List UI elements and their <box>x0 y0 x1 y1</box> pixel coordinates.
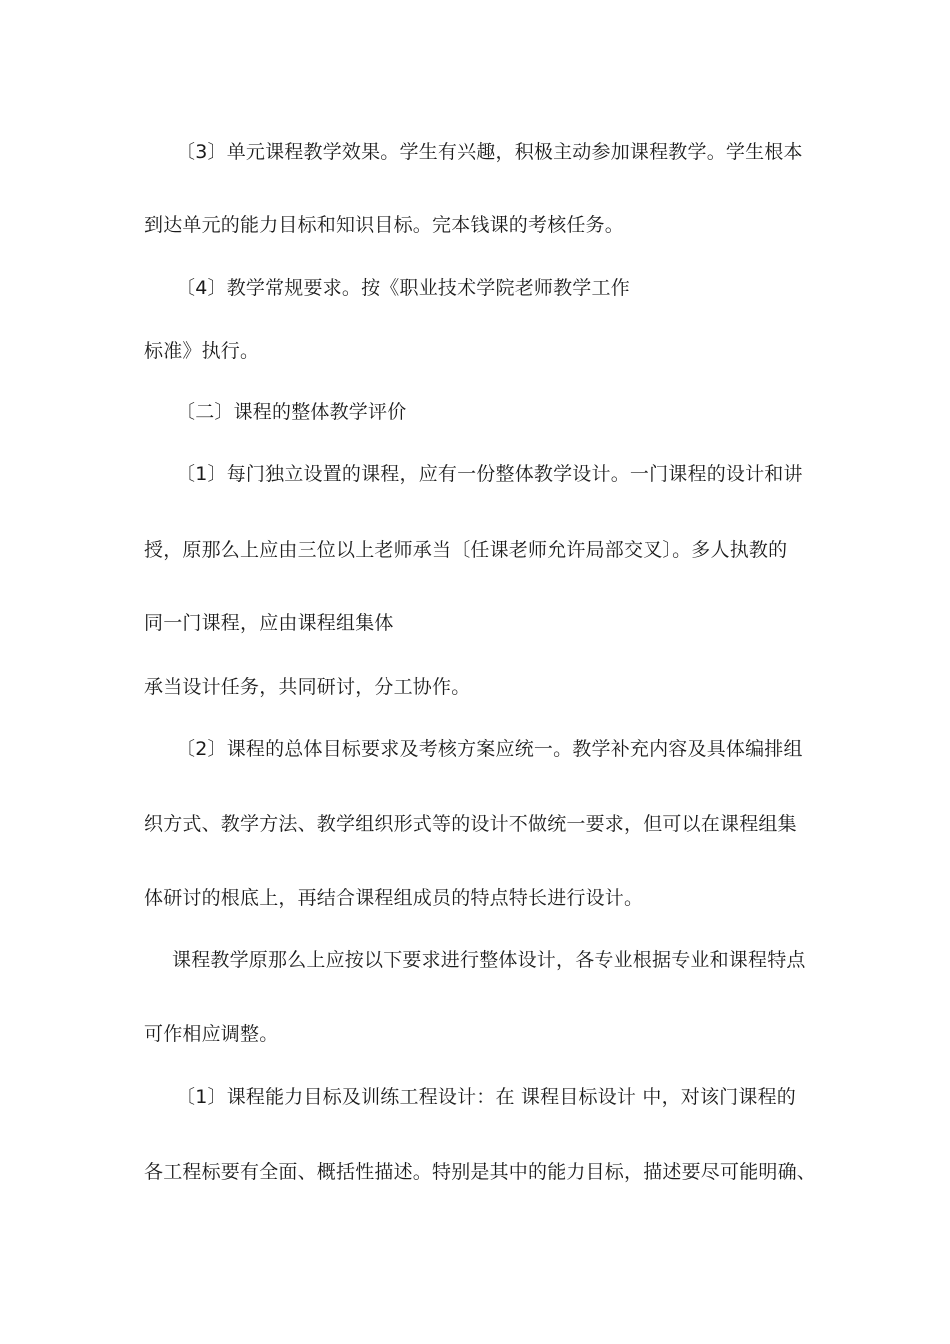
paragraph-line-11: 织方式、教学方法、教学组织形式等的设计不做统一要求，但可以在课程组集 <box>144 813 797 835</box>
paragraph-line-4: 标准》执行。 <box>144 340 260 362</box>
paragraph-line-7: 授，原那么上应由三位以上老师承当〔任课老师允许局部交叉〕。多人执教的 <box>144 539 788 561</box>
paragraph-line-9: 承当设计任务，共同研讨，分工协作。 <box>144 676 471 698</box>
paragraph-line-2: 到达单元的能力目标和知识目标。完本钱课的考核任务。 <box>144 214 625 236</box>
paragraph-line-6: 〔1〕每门独立设置的课程，应有一份整体教学设计。一门课程的设计和讲 <box>176 463 803 485</box>
paragraph-line-1: 〔3〕单元课程教学效果。学生有兴趣，积极主动参加课程教学。学生根本 <box>176 141 803 163</box>
paragraph-line-16: 各工程标要有全面、概括性描述。特别是其中的能力目标，描述要尽可能明确、 <box>144 1161 817 1183</box>
section-heading: 〔二〕课程的整体教学评价 <box>176 401 407 423</box>
paragraph-line-10: 〔2〕课程的总体目标要求及考核方案应统一。教学补充内容及具体编排组 <box>176 738 803 760</box>
paragraph-line-15: 〔1〕课程能力目标及训练工程设计：在 课程目标设计 中，对该门课程的 <box>176 1086 796 1108</box>
paragraph-line-8: 同一门课程，应由课程组集体 <box>144 612 394 634</box>
paragraph-line-14: 可作相应调整。 <box>144 1023 279 1045</box>
paragraph-line-13: 课程教学原那么上应按以下要求进行整体设计，各专业根据专业和课程特点 <box>172 949 806 971</box>
paragraph-line-3: 〔4〕教学常规要求。按《职业技术学院老师教学工作 <box>176 277 630 299</box>
paragraph-line-12: 体研讨的根底上，再结合课程组成员的特点特长进行设计。 <box>144 887 644 909</box>
